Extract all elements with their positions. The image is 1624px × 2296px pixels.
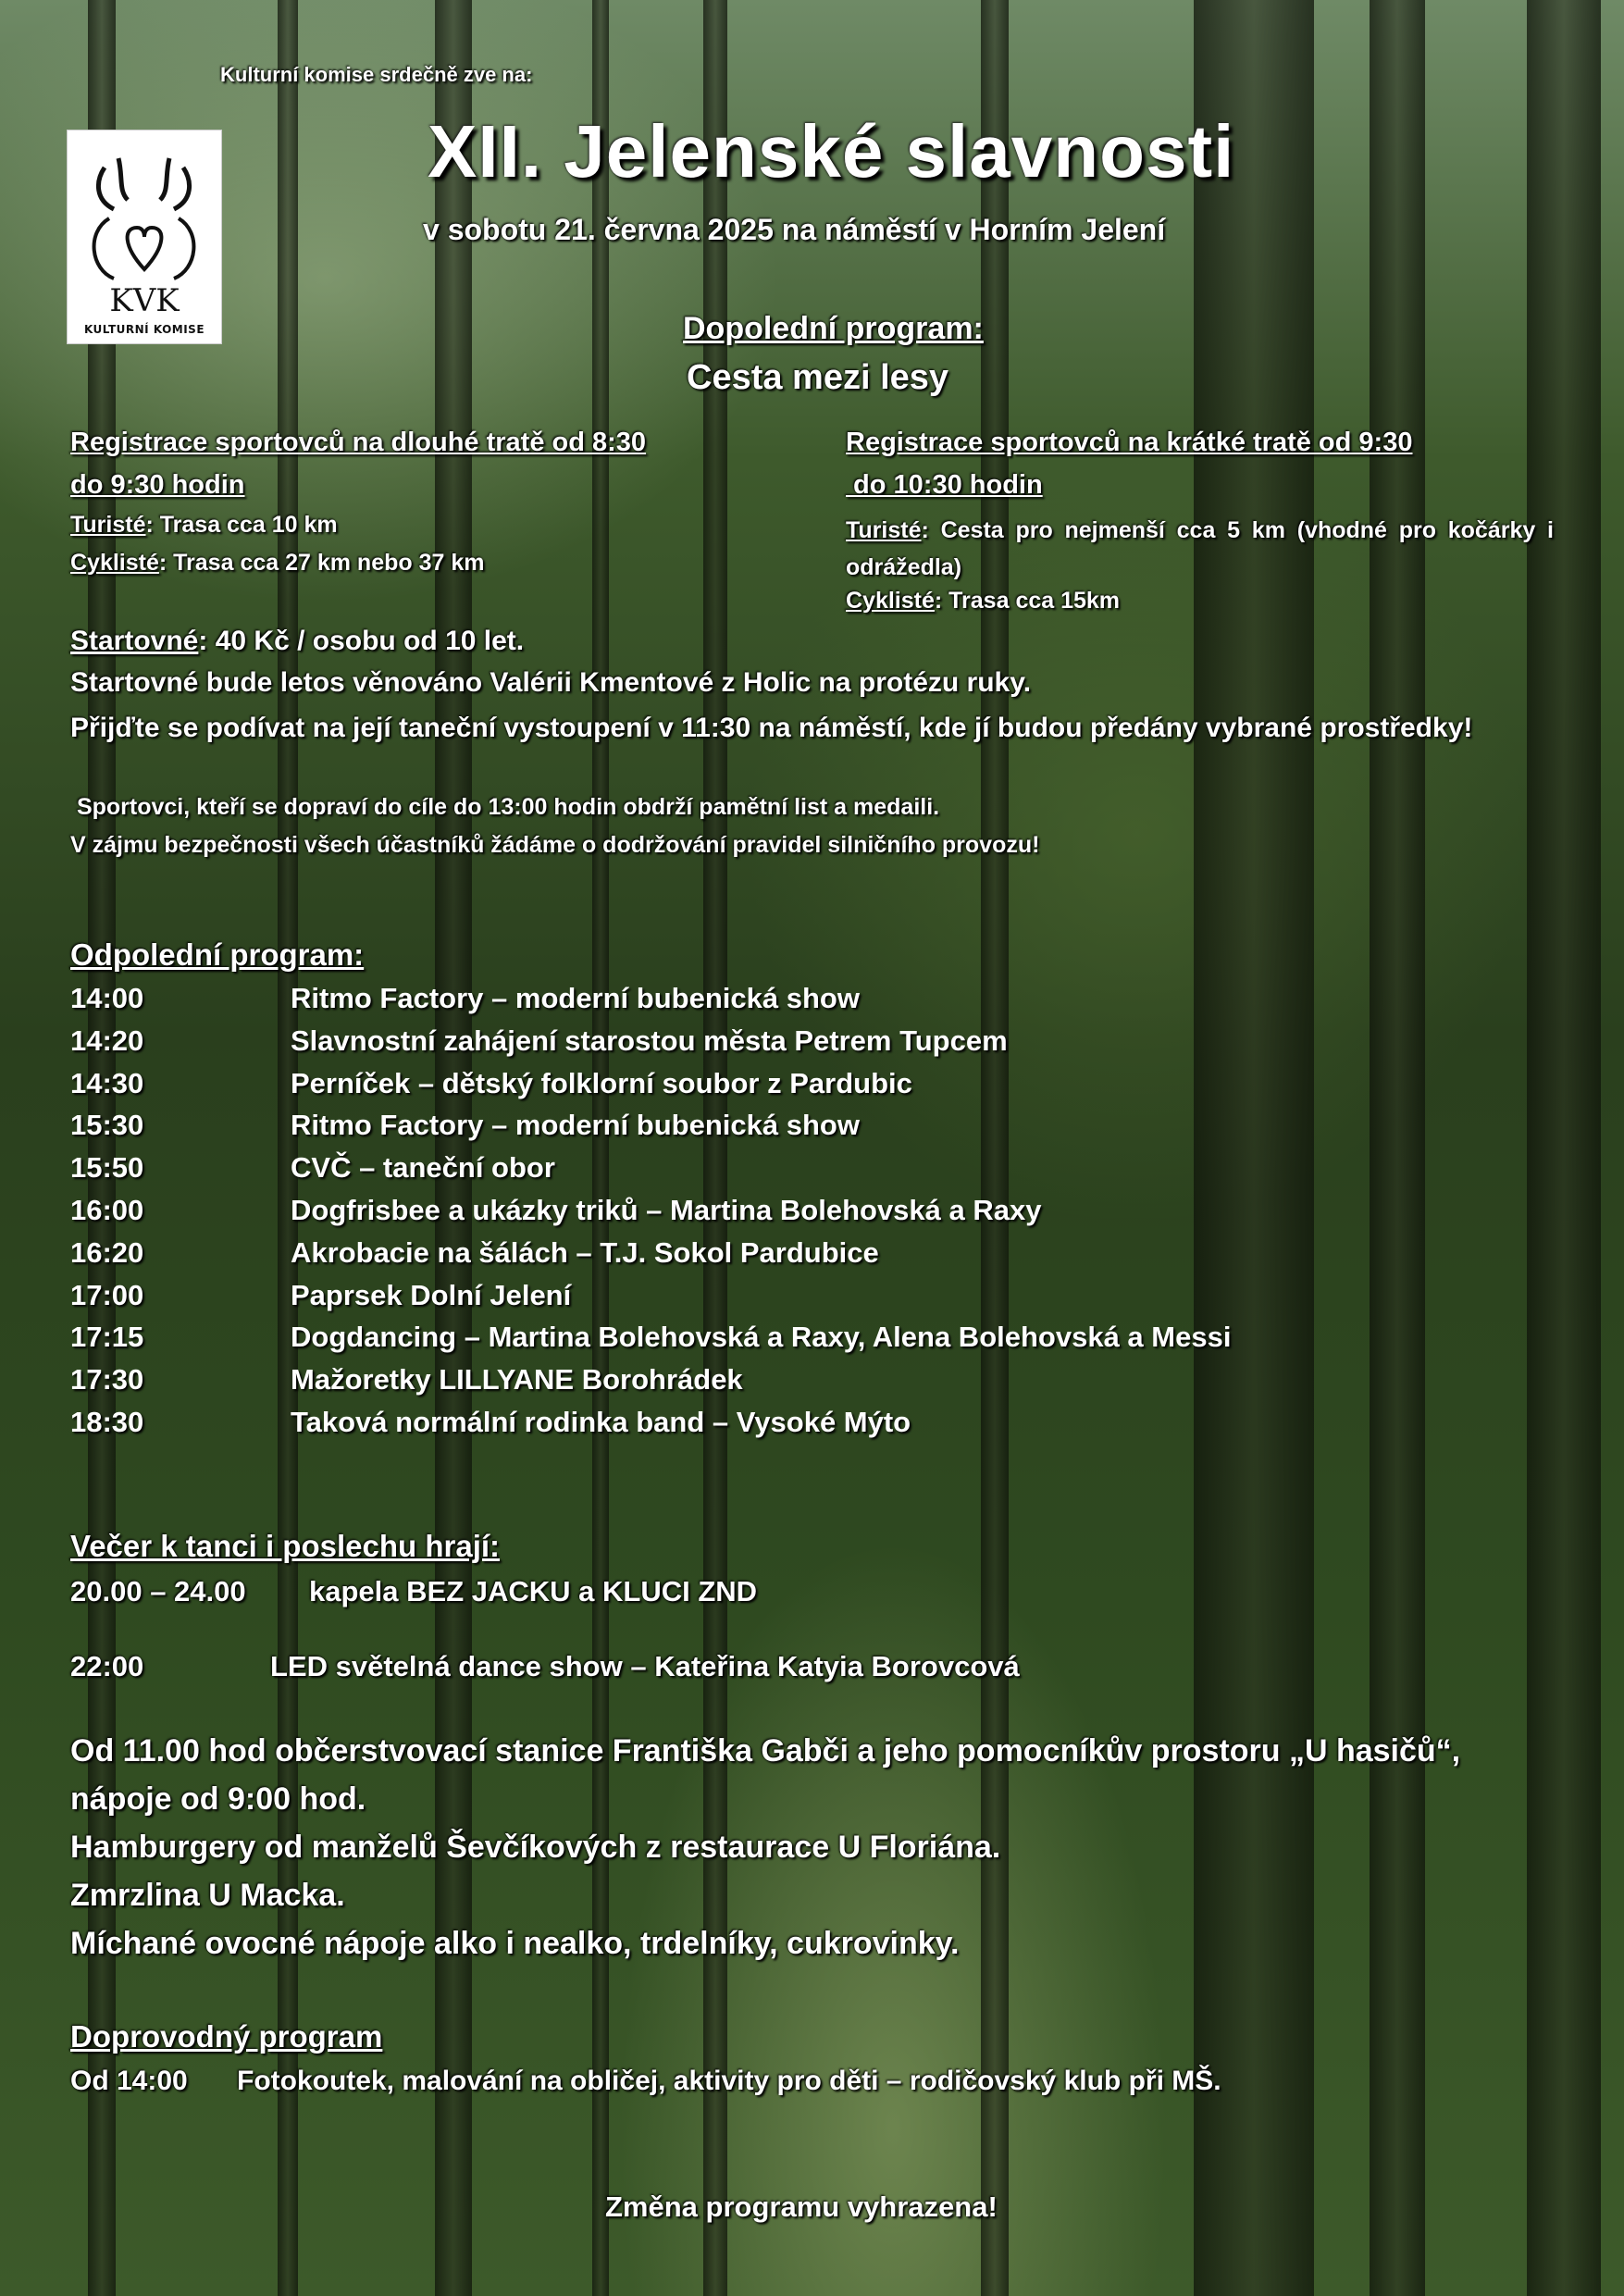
schedule-time: 14:20 [70,1024,144,1057]
refreshments-line-1: Od 11.00 hod občerstvovací stanice Františka Gabči a jeho pomocníkův prostoru „U hasičů“, [70,1733,1461,1769]
schedule-row [70,1194,1041,1236]
evening-band: 20.00 – 24.00 kapela BEZ JACKU a KLUCI ZND [70,1575,758,1607]
schedule-time: 16:00 [70,1194,144,1226]
schedule-act: Dogdancing – Martina Bolehovská a Raxy, Alena Bolehovská a Messi [291,1321,1232,1353]
svg-text:KVK: KVK [109,282,180,316]
schedule-row [70,1363,743,1406]
schedule-act: Paprsek Dolní Jelení [291,1279,572,1311]
short-track-heading-1: Registrace sportovců na krátké tratě od 9:30 [846,428,1413,457]
refreshments-line-5: Míchané ovocné nápoje alko i nealko, trdelníky, cukrovinky. [70,1926,960,1961]
schedule-time: 16:20 [70,1236,144,1269]
accompanying-heading: Doprovodný program [70,2019,383,2054]
schedule-row [70,1236,879,1279]
long-track-hikers: Turisté: Trasa cca 10 km [70,512,338,538]
schedule-time: 15:30 [70,1109,144,1141]
schedule-row [70,1151,555,1194]
short-track-hikers: Turisté: Cesta pro nejmenší cca 5 km (vhodné pro kočárky i odrážedla) [846,517,1554,580]
schedule-act: Akrobacie na šálách – T.J. Sokol Pardubice [291,1236,879,1269]
morning-subtitle: Cesta mezi lesy [687,358,949,397]
deer-heart-icon [68,130,221,316]
refreshments-line-4: Zmrzlina U Macka. [70,1878,345,1913]
schedule-act: Perníček – dětský folklorní soubor z Pardubic [291,1067,912,1099]
schedule-act: Slavnostní zahájení starostou města Petrem Tupcem [291,1024,1008,1057]
evening-heading: Večer k tanci i poslechu hrají: [70,1529,501,1563]
schedule-row [70,1406,911,1448]
long-track-cyclists: Cyklisté: Trasa cca 27 km nebo 37 km [70,550,485,576]
schedule-row [70,1321,1231,1363]
schedule-act: Ritmo Factory – moderní bubenická show [291,1109,860,1141]
afternoon-heading: Odpolední program: [70,937,365,972]
evening-show: 22:00 LED světelná dance show – Kateřina Katyia Borovcová [70,1650,1020,1682]
accompanying-line: Od 14:00 Fotokoutek, malování na obličej, aktivity pro děti – rodičovský klub při MŠ. [70,2066,1221,2096]
dance-paragraph: Přijďte se podívat na její taneční vystoupení v 11:30 na náměstí, kde jí budou předány vybrané prostředky! [70,713,1473,743]
short-track-heading-2: do 10:30 hodin [846,470,1043,500]
schedule-time: 14:00 [70,982,144,1014]
schedule-time: 18:30 [70,1406,144,1438]
schedule-row [70,1067,912,1110]
schedule-act: Dogfrisbee a ukázky triků – Martina Bolehovská a Raxy [291,1194,1042,1226]
page-title: XII. Jelenské slavnosti [428,110,1235,192]
logo-caption: KULTURNÍ KOMISE [83,323,205,336]
long-track-heading-2: do 9:30 hodin [70,470,245,500]
kulturni-komise-logo [67,130,222,344]
schedule-time: 17:30 [70,1363,144,1396]
refreshments-line-2: nápoje od 9:00 hod. [70,1781,366,1817]
schedule-act: Mažoretky LILLYANE Borohrádek [291,1363,743,1396]
charity-line: Startovné bude letos věnováno Valérii Kmentové z Holic na protézu ruky. [70,667,1032,698]
schedule-act: Ritmo Factory – moderní bubenická show [291,982,860,1014]
schedule-row [70,1109,860,1151]
finish-note: Sportovci, kteří se dopraví do cíle do 13:00 hodin obdrží pamětní list a medaili. [70,794,940,820]
long-track-heading-1: Registrace sportovců na dlouhé tratě od 8:30 [70,428,647,457]
short-track-cyclists: Cyklisté: Trasa cca 15km [846,588,1121,614]
schedule-time: 15:50 [70,1151,144,1184]
start-fee: Startovné: 40 Kč / osobu od 10 let. [70,626,525,656]
schedule-act: CVČ – taneční obor [291,1151,555,1184]
footer-note: Změna programu vyhrazena! [605,2191,998,2223]
schedule-act: Taková normální rodinka band – Vysoké Mýto [291,1406,911,1438]
schedule-time: 17:15 [70,1321,144,1353]
refreshments-line-3: Hamburgery od manželů Ševčíkových z restaurace U Floriána. [70,1830,1001,1865]
schedule-time: 17:00 [70,1279,144,1311]
schedule-row [70,1024,1008,1067]
schedule-row [70,1279,571,1322]
safety-note: V zájmu bezpečnosti všech účastníků žádáme o dodržování pravidel silničního provozu! [70,832,1040,858]
schedule-row [70,982,860,1024]
invite-line: Kulturní komise srdečně zve na: [220,63,533,86]
schedule-time: 14:30 [70,1067,144,1099]
date-place: v sobotu 21. června 2025 na náměstí v Horním Jelení [423,213,1166,246]
morning-heading: Dopolední program: [683,311,984,346]
